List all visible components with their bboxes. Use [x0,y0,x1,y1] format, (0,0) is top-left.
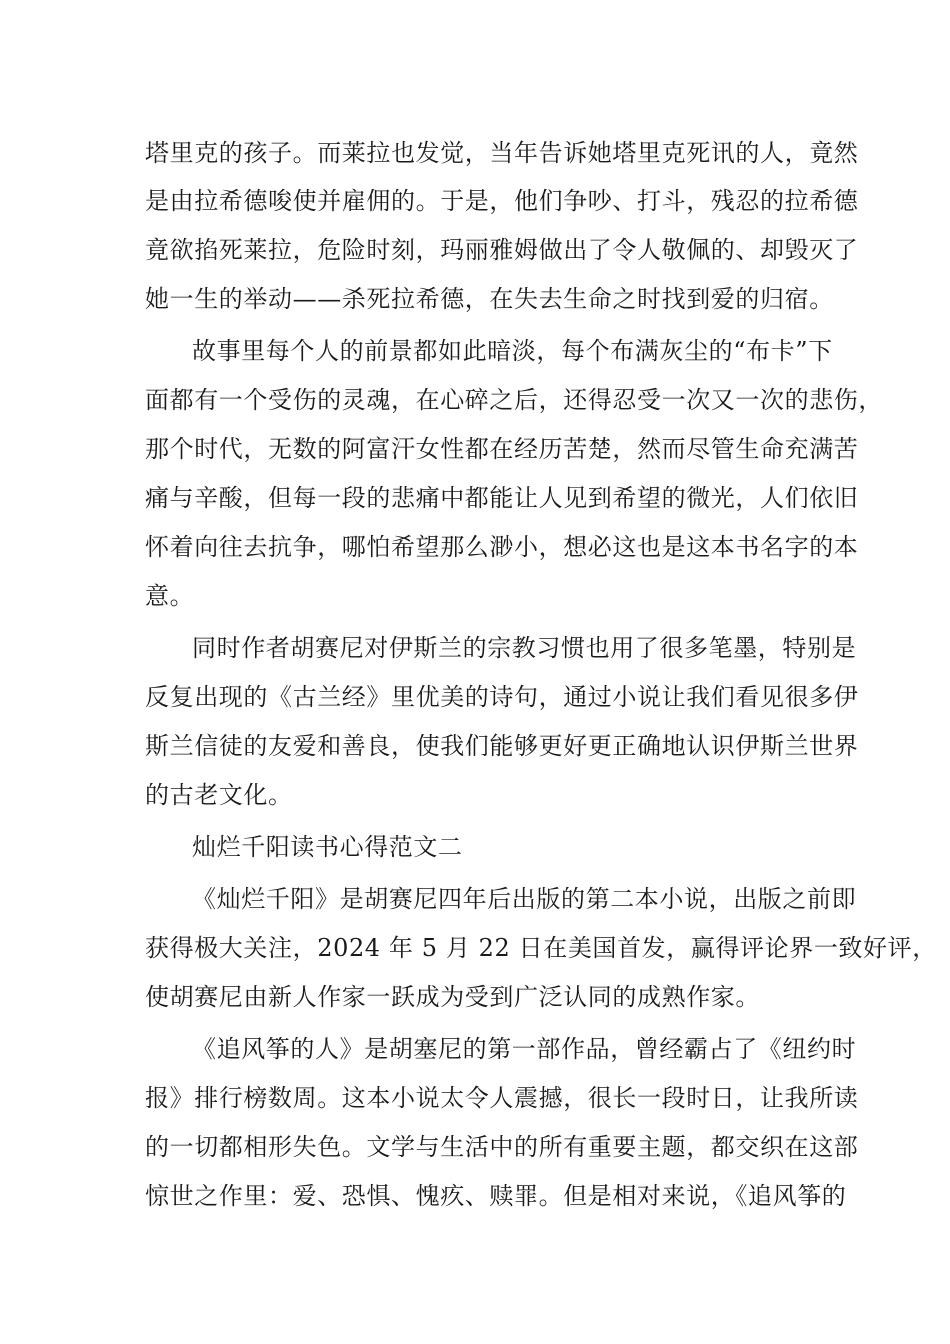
text-line: 是由拉希德唆使并雇佣的。于是，他们争吵、打斗，残忍的拉希德 [145,187,859,215]
text-line: 使胡赛尼由新人作家一跃成为受到广泛认同的成熟作家。 [145,983,760,1011]
text-line: 惊世之作里：爱、恐惧、愧疚、赎罪。但是相对来说，《追风筝的 [145,1182,847,1210]
text-line: 意。 [145,582,195,610]
paragraph-start-line: 《灿烂千阳》是胡赛尼四年后出版的第二本小说，出版之前即 [192,885,857,913]
text-line: 竟欲掐死莱拉，危险时刻，玛丽雅姆做出了令人敬佩的、却毁灭了 [145,236,859,264]
text-line: 怀着向往去抗争，哪怕希望那么渺小，想必这也是这本书名字的本 [145,533,859,561]
text-line: 塔里克的孩子。而莱拉也发觉，当年告诉她塔里克死讯的人，竟然 [145,139,859,167]
paragraph-start-line: 同时作者胡赛尼对伊斯兰的宗教习惯也用了很多笔墨，特别是 [192,634,857,662]
text-line: 面都有一个受伤的灵魂，在心碎之后，还得忍受一次又一次的悲伤， [145,386,883,414]
paragraph-start-line: 《追风筝的人》是胡塞尼的第一部作品，曾经霸占了《纽约时 [192,1035,857,1063]
text-line: 她一生的举动——杀死拉希德，在失去生命之时找到爱的归宿。 [145,285,834,313]
text-line: 的一切都相形失色。文学与生活中的所有重要主题，都交织在这部 [145,1133,859,1161]
text-line: 那个时代，无数的阿富汗女性都在经历苦楚，然而尽管生命充满苦 [145,435,859,463]
text-line: 斯兰信徒的友爱和善良，使我们能够更好更正确地认识伊斯兰世界 [145,732,859,760]
text-line: 报》排行榜数周。这本小说太令人震撼，很长一段时日，让我所读 [145,1084,859,1112]
text-line: 获得极大关注，2024 年 5 月 22 日在美国首发，赢得评论界一致好评， [145,934,937,962]
text-line: 痛与辛酸，但每一段的悲痛中都能让人见到希望的微光，人们依旧 [145,484,859,512]
text-line: 的古老文化。 [145,781,293,809]
paragraph-start-line: 故事里每个人的前景都如此暗淡，每个布满灰尘的“布卡”下 [192,337,833,365]
text-line: 反复出现的《古兰经》里优美的诗句，通过小说让我们看见很多伊 [145,683,859,711]
section-heading: 灿烂千阳读书心得范文二 [192,833,463,861]
